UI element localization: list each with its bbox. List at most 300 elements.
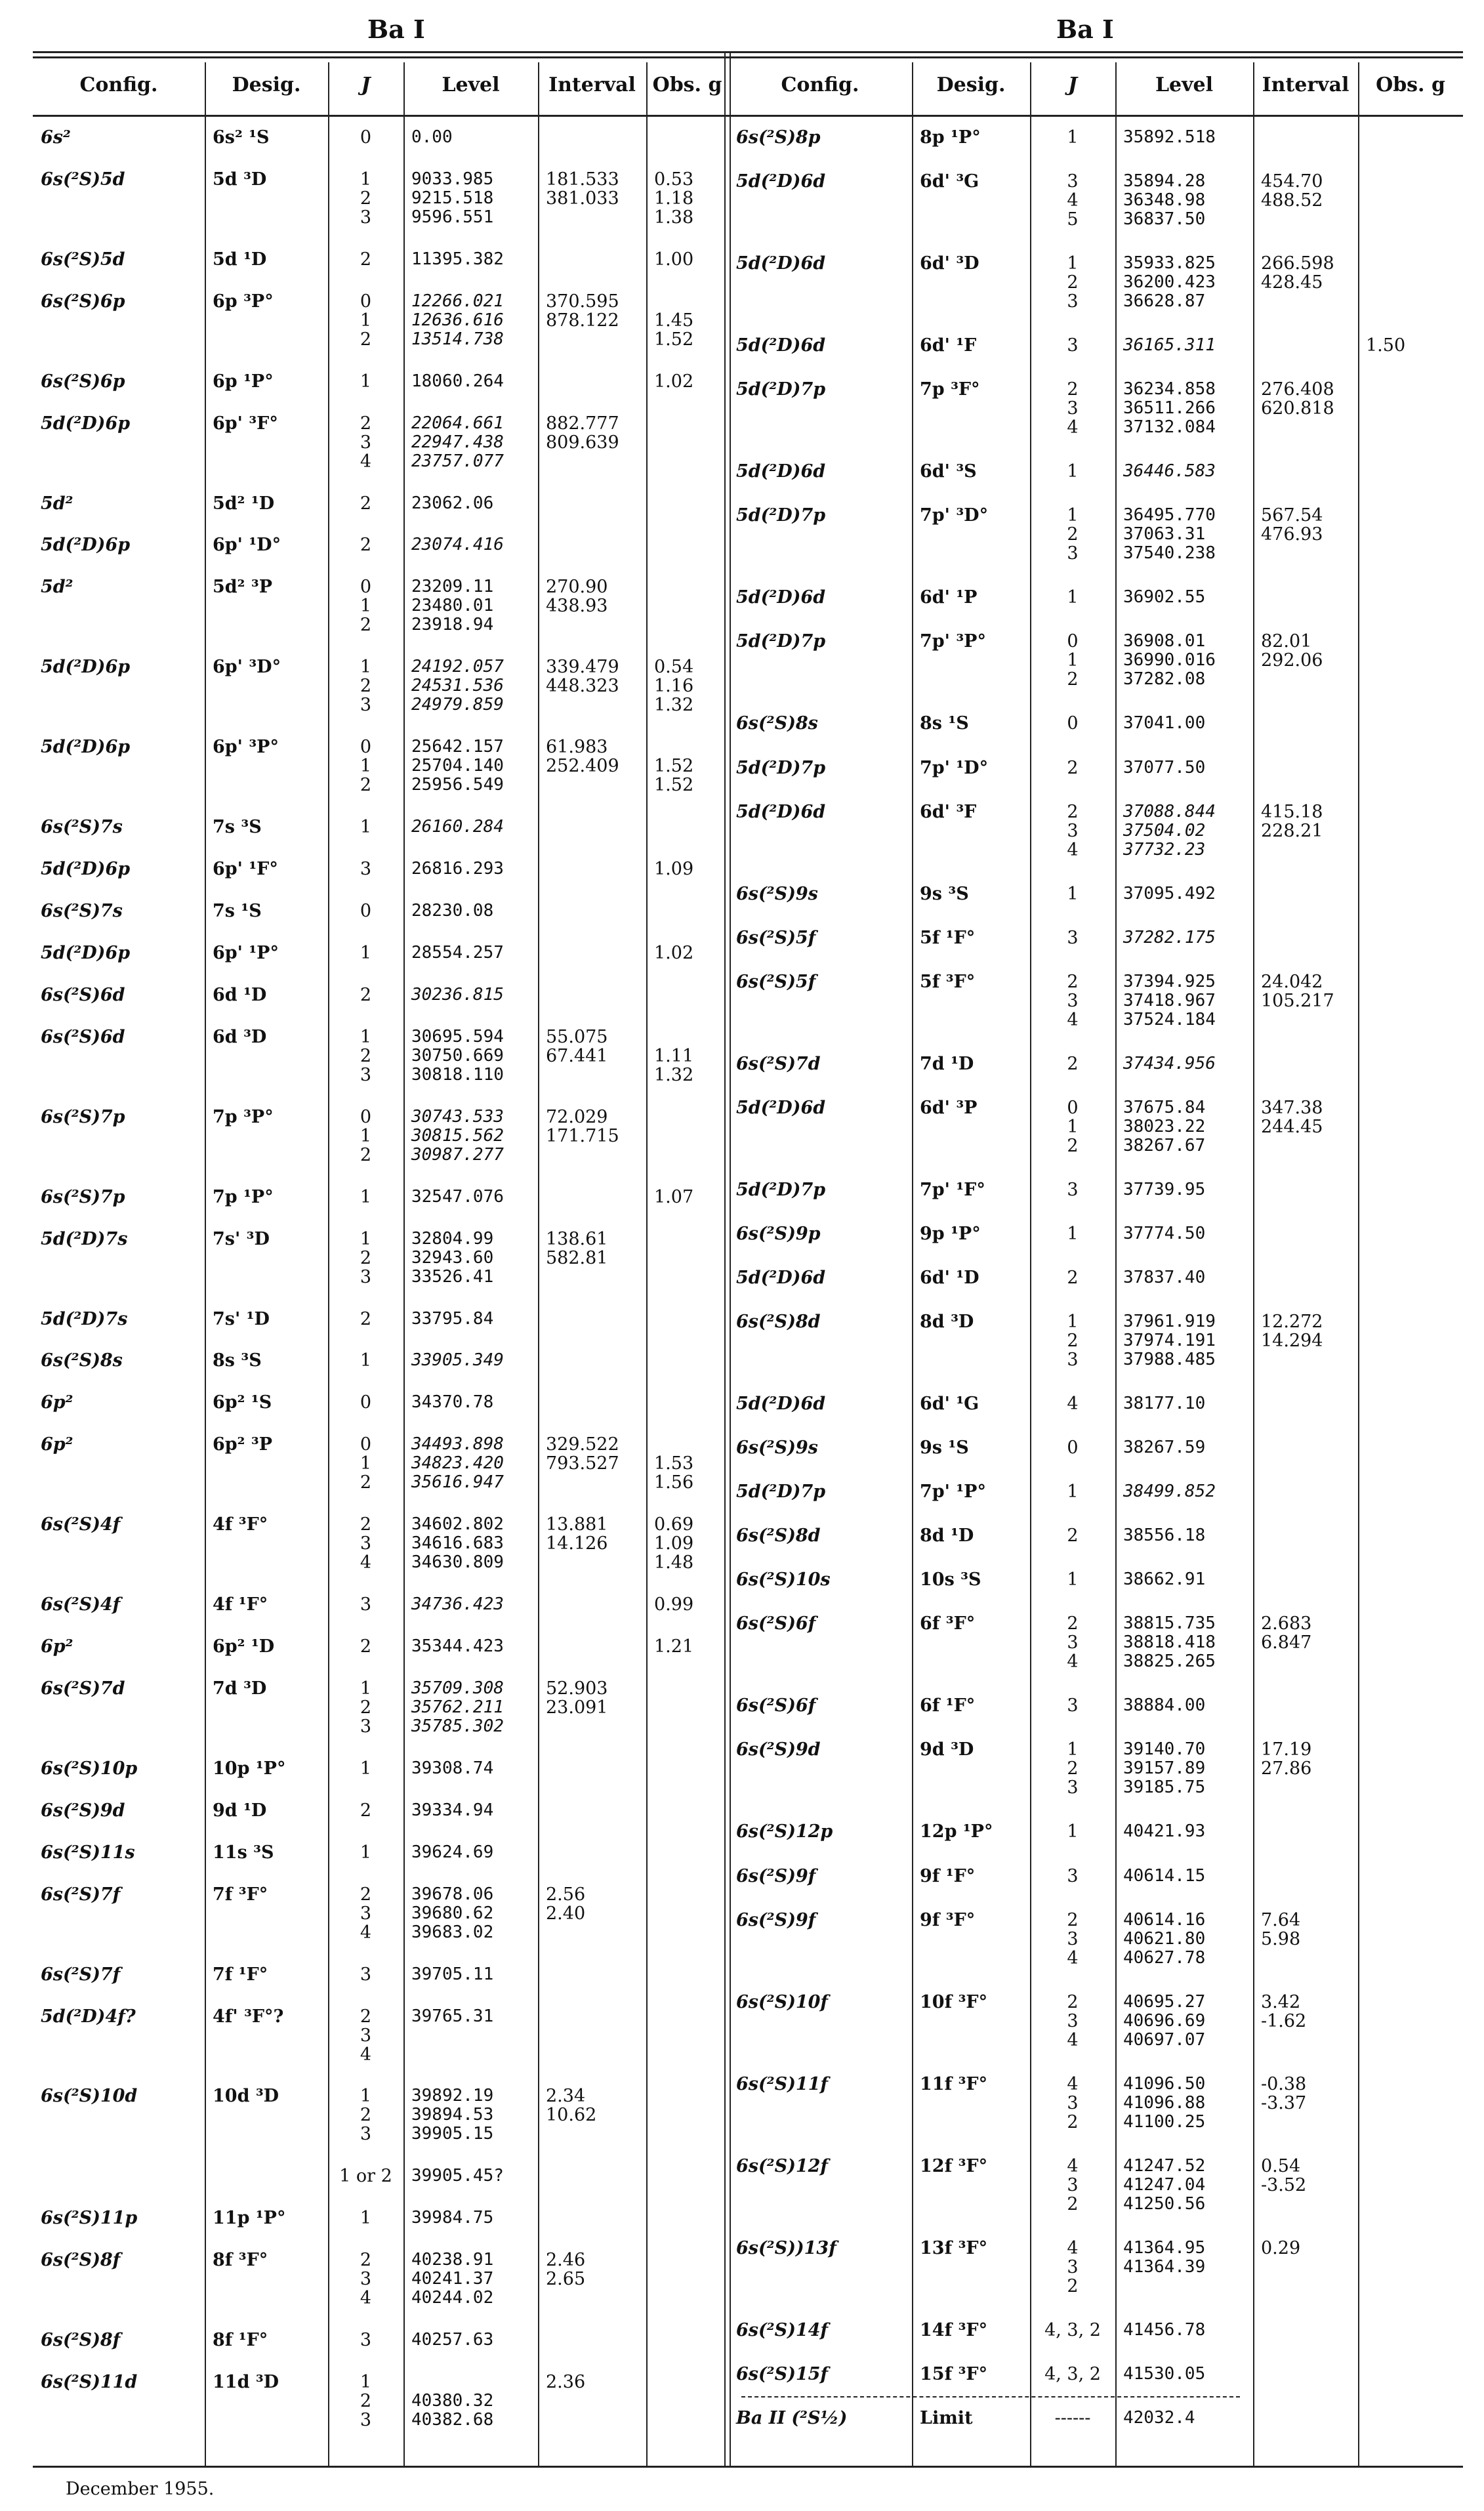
right-row-interval: 2.683 6.847 xyxy=(1261,1613,1312,1653)
right-row-level: 40614.16 40621.80 40627.78 xyxy=(1123,1909,1206,1968)
right-row-j: 1 xyxy=(1067,883,1079,904)
right-row-j: 2 3 4 xyxy=(1067,379,1079,438)
right-row-level: 37961.919 37974.191 37988.485 xyxy=(1123,1312,1216,1370)
left-row-j: 2 3 4 xyxy=(360,2250,372,2309)
right-row-config: 6s(²S)8p xyxy=(736,127,821,148)
left-row-config: 6p² xyxy=(41,1636,73,1657)
right-row-desig: 6d' ³F xyxy=(920,801,977,822)
right-row-j: 3 xyxy=(1067,1695,1079,1716)
left-row-j: 2 xyxy=(360,1308,372,1329)
left-row-desig: 8f ¹F° xyxy=(213,2330,268,2351)
right-row-config: 5d(²D)6d xyxy=(736,1394,826,1415)
right-row-interval: 567.54 476.93 xyxy=(1261,505,1323,545)
right-row-j: 2 xyxy=(1067,1267,1079,1288)
left-row-config: 6s(²S)5d xyxy=(41,249,125,270)
left-row-level: 22064.661 22947.438 23757.077 xyxy=(411,413,504,471)
left-row-interval: 72.029 171.715 xyxy=(546,1106,619,1146)
left-row-config: 6s(²S)11s xyxy=(41,1842,135,1863)
left-row-interval: 55.075 67.441 xyxy=(546,1026,608,1066)
right-row-j: 4, 3, 2 xyxy=(1044,2319,1101,2340)
right-row-config: Ba II (²S½) xyxy=(736,2407,848,2428)
left-row-desig: 6p² ¹D xyxy=(213,1636,275,1657)
right-col-divider xyxy=(1358,62,1359,2466)
left-row-desig: 8s ³S xyxy=(213,1350,262,1371)
left-row-level: 32804.99 32943.60 33526.41 xyxy=(411,1228,494,1287)
right-row-config: 5d(²D)7p xyxy=(736,757,826,778)
left-row-desig: 4f ¹F° xyxy=(213,1594,268,1615)
left-row-j: 1 xyxy=(360,1842,372,1863)
left-row-desig: 7p ³P° xyxy=(213,1106,274,1127)
right-row-level: 37837.40 xyxy=(1123,1267,1206,1287)
right-row-config: 6s(²S)8d xyxy=(736,1525,821,1546)
right-row-j: 1 2 3 xyxy=(1067,1312,1079,1371)
left-row-level: 33795.84 xyxy=(411,1308,494,1329)
left-row-interval: 52.903 23.091 xyxy=(546,1678,608,1718)
right-row-level: 39140.70 39157.89 39185.75 xyxy=(1123,1739,1206,1798)
right-row-desig: 6d' ³S xyxy=(920,461,977,482)
right-row-config: 6s(²S))13f xyxy=(736,2237,836,2258)
right-row-interval: 415.18 228.21 xyxy=(1261,801,1323,841)
right-row-level: 38499.852 xyxy=(1123,1482,1216,1502)
header-rule xyxy=(33,115,1463,117)
left-row-config: 6s(²S)6d xyxy=(41,1026,125,1047)
left-row-obs-g: 1.09 xyxy=(654,859,694,880)
left-row-level: 30236.815 xyxy=(411,984,504,1005)
right-row-j: 4 3 2 xyxy=(1067,2073,1079,2132)
left-row-config: 5d² xyxy=(41,577,73,598)
right-row-level: 40614.15 xyxy=(1123,1865,1206,1886)
right-row-j: 3 xyxy=(1067,335,1079,356)
left-row-j: 2 3 4 xyxy=(360,1884,372,1943)
right-row-config: 5d(²D)7p xyxy=(736,505,826,526)
right-row-desig: 12p ¹P° xyxy=(920,1821,993,1842)
left-row-desig: 5d² ³P xyxy=(213,577,273,598)
right-col-divider xyxy=(1030,62,1031,2466)
right-row-interval: 0.29 xyxy=(1261,2237,1301,2258)
right-row-level: 40421.93 xyxy=(1123,1821,1206,1842)
left-row-config: 6s(²S)8f xyxy=(41,2250,121,2271)
right-row-interval: 347.38 244.45 xyxy=(1261,1097,1323,1137)
left-row-config: 6s² xyxy=(41,127,71,148)
right-header-config: Config. xyxy=(781,73,859,96)
right-row-desig: 6d' ³D xyxy=(920,253,979,274)
left-col-divider xyxy=(403,62,405,2466)
center-divider-2 xyxy=(730,52,731,2466)
left-row-level: 30743.533 30815.562 30987.277 xyxy=(411,1106,504,1165)
center-divider xyxy=(724,52,726,2466)
right-row-j: 4 3 2 xyxy=(1067,2237,1079,2296)
left-row-level: 28230.08 xyxy=(411,901,494,921)
left-row-desig: 6p ¹P° xyxy=(213,371,274,392)
right-row-level: 38884.00 xyxy=(1123,1695,1206,1716)
right-row-level: 36902.55 xyxy=(1123,587,1206,608)
left-row-config: 6s(²S)7f xyxy=(41,1884,121,1905)
right-row-interval: 276.408 620.818 xyxy=(1261,379,1334,419)
right-row-desig: 9s ¹S xyxy=(920,1438,969,1459)
left-row-interval: 270.90 438.93 xyxy=(546,577,608,617)
right-row-level: 38267.59 xyxy=(1123,1438,1206,1458)
right-row-level: 41456.78 xyxy=(1123,2319,1206,2340)
left-row-desig: 7f ³F° xyxy=(213,1884,268,1905)
right-header-level: Level xyxy=(1155,73,1214,96)
right-row-config: 6s(²S)5f xyxy=(736,927,816,948)
right-row-interval: 24.042 105.217 xyxy=(1261,971,1334,1011)
left-row-interval: 339.479 448.323 xyxy=(546,657,619,697)
right-row-level: 36446.583 xyxy=(1123,461,1216,482)
left-row-level: 0.00 xyxy=(411,127,453,147)
left-row-j: 3 xyxy=(360,859,372,880)
right-row-j: 4 3 2 xyxy=(1067,2155,1079,2214)
left-row-level: 35709.308 35762.211 35785.302 xyxy=(411,1678,504,1736)
right-row-j: 4 xyxy=(1067,1394,1079,1415)
left-row-j: 2 3 4 xyxy=(360,2006,372,2065)
left-row-config: 6s(²S)9d xyxy=(41,1800,125,1821)
right-row-level: 37774.50 xyxy=(1123,1223,1206,1243)
left-row-config: 6s(²S)6p xyxy=(41,371,125,392)
left-row-obs-g: 1.02 xyxy=(654,371,694,392)
left-row-j: 0 xyxy=(360,1392,372,1413)
right-row-desig: 14f ³F° xyxy=(920,2319,988,2340)
left-row-config: 6s(²S)7s xyxy=(41,901,123,922)
left-row-desig: 4f' ³F°? xyxy=(213,2006,284,2027)
left-row-level: 39705.11 xyxy=(411,1964,494,1984)
left-row-config: 6s(²S)10d xyxy=(41,2086,138,2107)
right-row-j: 2 3 4 xyxy=(1067,971,1079,1030)
right-header-interval: Interval xyxy=(1262,73,1350,96)
right-row-config: 6s(²S)10s xyxy=(736,1569,831,1590)
right-col-divider xyxy=(1115,62,1117,2466)
left-header-desig: Desig. xyxy=(232,73,301,96)
right-row-level: 35894.28 36348.98 36837.50 xyxy=(1123,171,1206,230)
right-row-level: 37041.00 xyxy=(1123,713,1206,734)
right-row-desig: 8d ¹D xyxy=(920,1525,974,1546)
right-row-j: 1 xyxy=(1067,1223,1079,1244)
right-row-j: 0 xyxy=(1067,713,1079,734)
right-row-interval: 12.272 14.294 xyxy=(1261,1312,1323,1352)
right-row-desig: 6d' ¹P xyxy=(920,587,978,608)
right-row-config: 6s(²S)9f xyxy=(736,1865,816,1886)
left-row-level: 39892.19 39894.53 39905.15 xyxy=(411,2086,494,2144)
right-row-config: 6s(²S)8d xyxy=(736,1312,821,1333)
left-row-j: 1 xyxy=(360,1758,372,1779)
right-row-desig: 9p ¹P° xyxy=(920,1223,981,1244)
left-row-j: 1 2 3 xyxy=(360,1026,372,1085)
left-row-j: 1 2 3 xyxy=(360,1678,372,1737)
right-row-level: 38662.91 xyxy=(1123,1569,1206,1590)
right-row-j: 3 xyxy=(1067,1865,1079,1886)
left-row-level: 25642.157 25704.140 25956.549 xyxy=(411,737,504,795)
left-row-level: 24192.057 24531.536 24979.859 xyxy=(411,657,504,715)
right-row-desig: 11f ³F° xyxy=(920,2073,988,2094)
left-row-j: 1 2 3 xyxy=(360,1228,372,1287)
right-row-j: 3 4 5 xyxy=(1067,171,1079,230)
left-row-desig: 6p ³P° xyxy=(213,291,274,312)
right-row-config: 5d(²D)6d xyxy=(736,1267,826,1288)
left-row-level: 39765.31 xyxy=(411,2006,494,2026)
left-row-j: 1 xyxy=(360,2208,372,2229)
right-row-desig: 6d' ¹D xyxy=(920,1267,979,1288)
left-row-desig: 11d ³D xyxy=(213,2372,279,2393)
left-row-j: 0 xyxy=(360,901,372,922)
right-row-interval: 0.54 -3.52 xyxy=(1261,2155,1307,2195)
left-row-j: 3 xyxy=(360,1594,372,1615)
left-col-divider xyxy=(646,62,648,2466)
left-row-desig: 6s² ¹S xyxy=(213,127,270,148)
left-row-config: 5d(²D)7s xyxy=(41,1228,128,1249)
left-row-j: 1 xyxy=(360,1186,372,1207)
right-row-config: 5d(²D)7p xyxy=(736,1179,826,1200)
right-row-interval: 3.42 -1.62 xyxy=(1261,1991,1307,2031)
left-row-desig: 6p' ¹F° xyxy=(213,859,278,880)
left-row-j: 1 2 3 xyxy=(360,2086,372,2145)
right-row-desig: 13f ³F° xyxy=(920,2237,988,2258)
left-row-j: 0 1 2 xyxy=(360,291,372,350)
left-col-divider xyxy=(538,62,539,2466)
left-row-config: 6p² xyxy=(41,1392,73,1413)
left-row-level: 23062.06 xyxy=(411,493,494,513)
right-row-level: 36234.858 36511.266 37132.084 xyxy=(1123,379,1216,438)
right-row-config: 5d(²D)6d xyxy=(736,171,826,192)
right-row-level: 41364.95 41364.39 xyxy=(1123,2237,1206,2277)
right-row-desig: 9f ³F° xyxy=(920,1909,976,1930)
left-row-obs-g: 1.52 1.52 xyxy=(654,756,694,796)
right-row-config: 6s(²S)5f xyxy=(736,971,816,992)
left-row-interval: 13.881 14.126 xyxy=(546,1514,608,1554)
left-row-obs-g: 1.02 xyxy=(654,942,694,963)
left-row-obs-g: 0.69 1.09 1.48 xyxy=(654,1514,694,1573)
right-row-config: 6s(²S)7d xyxy=(736,1053,821,1074)
right-row-level: 36908.01 36990.016 37282.08 xyxy=(1123,631,1216,690)
left-row-desig: 7s' ¹D xyxy=(213,1308,270,1329)
right-row-config: 5d(²D)6d xyxy=(736,801,826,822)
right-row-desig: 9f ¹F° xyxy=(920,1865,976,1886)
left-header-level: Level xyxy=(442,73,500,96)
left-row-level: 23074.416 xyxy=(411,535,504,555)
right-row-level: 37095.492 xyxy=(1123,883,1216,903)
right-row-config: 6s(²S)9s xyxy=(736,883,818,904)
left-col-divider xyxy=(328,62,329,2466)
right-row-j: 1 xyxy=(1067,1569,1079,1590)
left-row-interval: 2.34 10.62 xyxy=(546,2086,597,2126)
left-row-config: 6s(²S)6p xyxy=(41,291,125,312)
right-row-desig: 7d ¹D xyxy=(920,1053,974,1074)
left-row-level: 32547.076 xyxy=(411,1186,504,1207)
right-row-config: 5d(²D)7p xyxy=(736,631,826,652)
right-row-j: 3 xyxy=(1067,927,1079,948)
top-rule-2 xyxy=(33,56,1463,58)
left-row-j: 1 xyxy=(360,1350,372,1371)
left-row-level: 9033.985 9215.518 9596.551 xyxy=(411,169,494,227)
right-row-level: 37394.925 37418.967 37524.184 xyxy=(1123,971,1216,1029)
left-row-level: 39334.94 xyxy=(411,1800,494,1820)
left-row-level: 34602.802 34616.683 34630.809 xyxy=(411,1514,504,1573)
left-row-j: 0 1 2 xyxy=(360,577,372,636)
right-row-config: 6s(²S)9f xyxy=(736,1909,816,1930)
left-row-j: 2 3 4 xyxy=(360,1514,372,1573)
right-row-level: 37088.844 37504.02 37732.23 xyxy=(1123,801,1216,860)
right-row-config: 6s(²S)12f xyxy=(736,2155,829,2176)
right-row-j: 3 xyxy=(1067,1179,1079,1200)
left-row-config: 6s(²S)8s xyxy=(41,1350,123,1371)
left-row-j: 1 2 3 xyxy=(360,169,372,228)
left-row-j: 1 2 3 xyxy=(360,2372,372,2431)
right-row-config: 5d(²D)7p xyxy=(736,379,826,400)
left-row-desig: 7s' ³D xyxy=(213,1228,270,1249)
right-row-level: 37077.50 xyxy=(1123,757,1206,778)
left-row-obs-g: 0.99 xyxy=(654,1594,694,1615)
left-row-j: 1 xyxy=(360,942,372,963)
left-row-interval: 329.522 793.527 xyxy=(546,1434,619,1474)
right-row-config: 5d(²D)6d xyxy=(736,253,826,274)
left-row-level: 34736.423 xyxy=(411,1594,504,1615)
left-col-divider xyxy=(205,62,206,2466)
left-row-config: 5d(²D)6p xyxy=(41,413,131,434)
left-row-interval: 138.61 582.81 xyxy=(546,1228,608,1268)
right-row-config: 6s(²S)15f xyxy=(736,2363,829,2384)
left-row-config: 5d(²D)6p xyxy=(41,737,131,758)
right-row-level: 37739.95 xyxy=(1123,1179,1206,1199)
right-row-desig: 8d ³D xyxy=(920,1312,974,1333)
left-row-desig: 9d ¹D xyxy=(213,1800,267,1821)
left-row-config: 6s(²S)7p xyxy=(41,1186,125,1207)
right-row-config: 6s(²S)12p xyxy=(736,1821,833,1842)
left-row-j: 1 2 3 xyxy=(360,657,372,716)
left-row-desig: 11p ¹P° xyxy=(213,2208,286,2229)
right-row-desig: 7p ³F° xyxy=(920,379,980,400)
left-header-interval: Interval xyxy=(548,73,636,96)
right-row-level: 38556.18 xyxy=(1123,1525,1206,1546)
left-row-interval: 370.595 878.122 xyxy=(546,291,619,331)
left-row-config: 6s(²S)7s xyxy=(41,817,123,838)
left-row-j: 2 xyxy=(360,535,372,556)
right-row-desig: 15f ³F° xyxy=(920,2363,988,2384)
left-row-j: 0 xyxy=(360,127,372,148)
right-row-j: 0 1 2 xyxy=(1067,1097,1079,1156)
right-row-desig: 9d ³D xyxy=(920,1739,974,1760)
left-header-obs-g: Obs. g xyxy=(652,73,722,96)
left-row-desig: 6p' ³F° xyxy=(213,413,278,434)
right-header-j: J xyxy=(1067,73,1078,96)
left-row-config: 6s(²S)7d xyxy=(41,1678,125,1699)
right-row-desig: 8p ¹P° xyxy=(920,127,981,148)
left-row-j: 0 1 2 xyxy=(360,737,372,796)
left-row-config: 5d(²D)4f? xyxy=(41,2006,136,2027)
left-row-desig: 10p ¹P° xyxy=(213,1758,286,1779)
left-row-config: 6p² xyxy=(41,1434,73,1455)
left-row-desig: 6p' ¹P° xyxy=(213,942,279,963)
left-row-config: 6s(²S)11p xyxy=(41,2208,138,2229)
right-row-j: 1 xyxy=(1067,127,1079,148)
right-row-desig: 7p' ¹P° xyxy=(920,1482,986,1503)
right-row-j: 2 3 4 xyxy=(1067,801,1079,860)
left-row-level: 11395.382 xyxy=(411,249,504,269)
left-row-desig: 8f ³F° xyxy=(213,2250,268,2271)
right-row-desig: 5f ³F° xyxy=(920,971,976,992)
left-row-desig: 7d ³D xyxy=(213,1678,267,1699)
right-row-config: 6s(²S)14f xyxy=(736,2319,829,2340)
left-row-desig: 6p' ³D° xyxy=(213,657,281,678)
right-row-interval: 266.598 428.45 xyxy=(1261,253,1334,293)
left-row-level: 28554.257 xyxy=(411,942,504,963)
top-rule xyxy=(33,51,1463,53)
right-row-j: 2 xyxy=(1067,1525,1079,1546)
right-row-j: 1 xyxy=(1067,461,1079,482)
left-row-level: 34493.898 34823.420 35616.947 xyxy=(411,1434,504,1493)
right-row-level: 36495.770 37063.31 37540.238 xyxy=(1123,505,1216,564)
right-row-level: 35933.825 36200.423 36628.87 xyxy=(1123,253,1216,312)
left-row-config: 5d(²D)6p xyxy=(41,942,131,963)
left-row-level: 34370.78 xyxy=(411,1392,494,1413)
right-row-level: 36165.311 xyxy=(1123,335,1216,356)
right-row-desig: 6d' ³P xyxy=(920,1097,978,1118)
left-row-obs-g: 1.21 xyxy=(654,1636,694,1657)
right-row-j: 1 2 3 xyxy=(1067,1739,1079,1798)
left-row-j: 2 xyxy=(360,1800,372,1821)
left-row-config: 5d(²D)6p xyxy=(41,535,131,556)
right-row-desig: 6d' ¹G xyxy=(920,1394,979,1415)
left-row-level: 33905.349 xyxy=(411,1350,504,1371)
left-row-interval: 181.533 381.033 xyxy=(546,169,619,209)
left-row-obs-g: 0.53 1.18 1.38 xyxy=(654,169,694,228)
left-row-interval: 2.56 2.40 xyxy=(546,1884,586,1924)
right-title: Ba I xyxy=(1056,14,1114,44)
left-row-desig: 7p ¹P° xyxy=(213,1186,274,1207)
right-row-interval: 454.70 488.52 xyxy=(1261,171,1323,211)
right-row-interval: 7.64 5.98 xyxy=(1261,1909,1301,1949)
left-row-level: 40257.63 xyxy=(411,2330,494,2350)
right-row-config: 5d(²D)6d xyxy=(736,461,826,482)
left-row-desig: 4f ³F° xyxy=(213,1514,268,1535)
left-row-j: 1 or 2 xyxy=(339,2166,392,2187)
left-row-obs-g: 1.00 xyxy=(654,249,694,270)
left-row-desig: 6p' ¹D° xyxy=(213,535,281,556)
left-row-j: 2 3 4 xyxy=(360,413,372,472)
right-row-level: 37434.956 xyxy=(1123,1053,1216,1073)
right-row-level: 40695.27 40696.69 40697.07 xyxy=(1123,1991,1206,2050)
right-row-desig: 7p' ¹F° xyxy=(920,1179,985,1200)
right-row-level: 37282.175 xyxy=(1123,927,1216,947)
left-row-desig: 6d ³D xyxy=(213,1026,267,1047)
right-row-desig: 6d' ¹F xyxy=(920,335,977,356)
right-row-obs-g: 1.50 xyxy=(1366,335,1406,356)
left-row-level: 39905.45? xyxy=(411,2166,504,2186)
right-row-interval: 17.19 27.86 xyxy=(1261,1739,1312,1779)
right-header-desig: Desig. xyxy=(936,73,1006,96)
right-row-desig: 7p' ³D° xyxy=(920,505,989,526)
right-row-j: 2 3 4 xyxy=(1067,1991,1079,2050)
left-row-config: 6s(²S)6d xyxy=(41,984,125,1005)
left-row-j: 0 1 2 xyxy=(360,1434,372,1493)
right-row-j: 1 xyxy=(1067,1482,1079,1503)
left-row-level: 39984.75 xyxy=(411,2208,494,2228)
left-row-level: 18060.264 xyxy=(411,371,504,391)
right-row-config: 5d(²D)6d xyxy=(736,587,826,608)
left-row-level: 26160.284 xyxy=(411,817,504,837)
right-row-desig: 7p' ³P° xyxy=(920,631,986,652)
left-title: Ba I xyxy=(367,14,425,44)
right-row-config: 6s(²S)10f xyxy=(736,1991,829,2012)
left-row-j: 1 xyxy=(360,817,372,838)
left-row-desig: 5d ¹D xyxy=(213,249,267,270)
left-header-config: Config. xyxy=(79,73,158,96)
left-row-config: 6s(²S)8f xyxy=(41,2330,121,2351)
left-row-config: 5d² xyxy=(41,493,73,514)
right-row-config: 6s(²S)11f xyxy=(736,2073,829,2094)
left-row-obs-g: 1.07 xyxy=(654,1186,694,1207)
right-row-level: 37675.84 38023.22 38267.67 xyxy=(1123,1097,1206,1155)
left-row-desig: 5d² ¹D xyxy=(213,493,275,514)
right-row-desig: 12f ³F° xyxy=(920,2155,988,2176)
